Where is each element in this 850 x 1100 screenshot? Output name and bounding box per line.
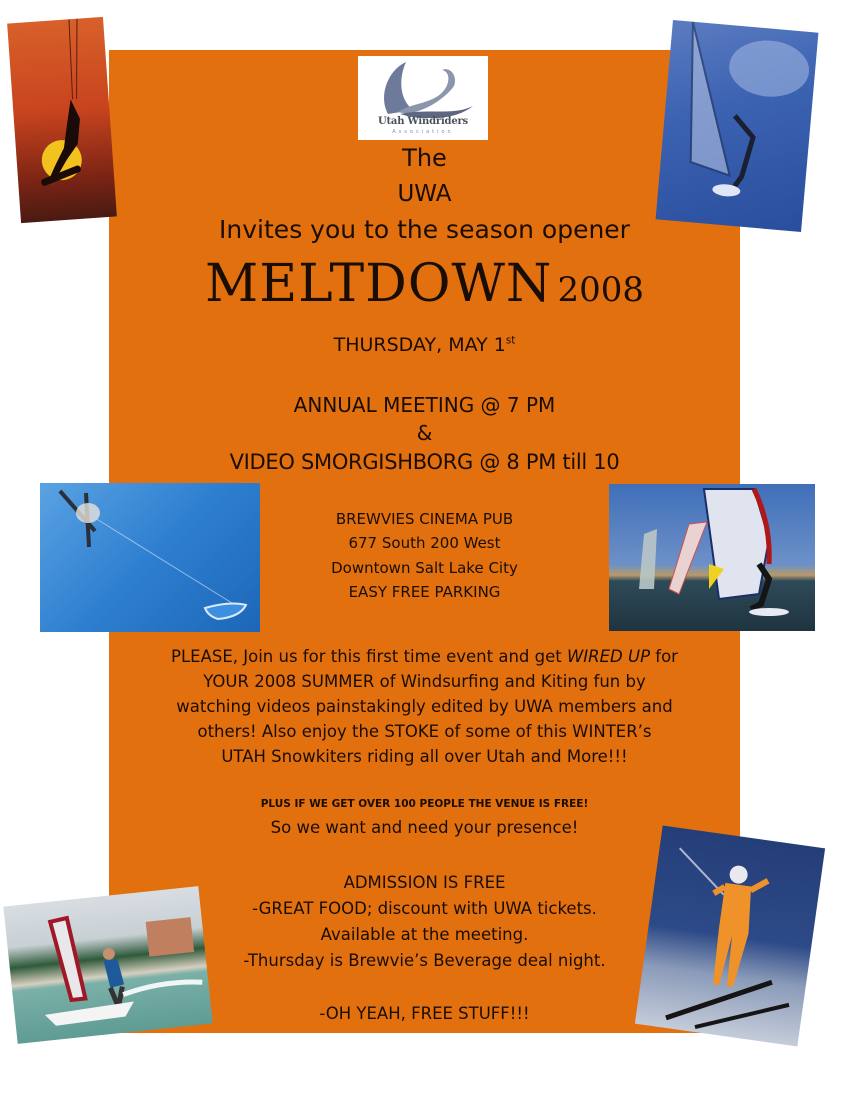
venue-city: Downtown Salt Lake City bbox=[331, 559, 518, 577]
venue-name: BREWVIES CINEMA PUB bbox=[335, 510, 514, 528]
photo-windsurfers-lake bbox=[609, 484, 815, 631]
event-title bbox=[109, 254, 740, 314]
event-date-suffix: st bbox=[505, 334, 516, 347]
event-date bbox=[109, 334, 740, 356]
body-line-5: UTAH Snowkiters riding all over Utah and More!!! bbox=[221, 747, 628, 766]
admission-free: ADMISSION IS FREE bbox=[343, 873, 506, 892]
utah-windriders-logo bbox=[358, 56, 488, 140]
photo-kite-sky bbox=[40, 483, 260, 632]
body-line-3: watching videos painstakingly edited by UWA members and bbox=[176, 697, 673, 716]
body-line-1 bbox=[109, 647, 740, 666]
event-year: 2008 bbox=[557, 270, 645, 310]
body-line-4: others! Also enjoy the STOKE of some of this WINTER’s bbox=[197, 722, 652, 741]
logo-name: Utah Windriders bbox=[377, 116, 468, 127]
header-org: UWA bbox=[397, 181, 452, 207]
schedule-ampersand: & bbox=[416, 421, 433, 445]
venue-parking: EASY FREE PARKING bbox=[348, 583, 501, 601]
header-the: The bbox=[402, 144, 447, 172]
admission-food: -GREAT FOOD; discount with UWA tickets. bbox=[252, 899, 597, 918]
promo-plus: PLUS IF WE GET OVER 100 PEOPLE THE VENUE IS FREE! bbox=[260, 798, 589, 810]
body-line-1-text: PLEASE, Join us for this first time event and get bbox=[171, 647, 567, 666]
event-date-text: THURSDAY, MAY 1 bbox=[333, 334, 506, 356]
admission-thursday: -Thursday is Brewvie’s Beverage deal night. bbox=[243, 951, 606, 970]
venue-address: 677 South 200 West bbox=[348, 534, 501, 552]
logo-subtitle: Association bbox=[392, 129, 454, 135]
photo-kiteboarder-sunset bbox=[7, 17, 117, 223]
promo-presence: So we want and need your presence! bbox=[270, 818, 579, 837]
schedule-meeting: ANNUAL MEETING @ 7 PM bbox=[293, 393, 556, 417]
admission-free-stuff: -OH YEAH, FREE STUFF!!! bbox=[319, 1004, 530, 1023]
body-line-1-end: for bbox=[650, 647, 678, 666]
photo-snowkiter bbox=[635, 826, 825, 1047]
wired-up-emphasis: WIRED UP bbox=[566, 647, 651, 666]
photo-windsurfer-beach bbox=[3, 886, 212, 1044]
header-invite: Invites you to the season opener bbox=[219, 215, 630, 244]
schedule-video: VIDEO SMORGISHBORG @ 8 PM till 10 bbox=[229, 450, 620, 474]
admission-available: Available at the meeting. bbox=[320, 925, 529, 944]
event-name: MELTDOWN bbox=[204, 254, 553, 314]
body-line-2: YOUR 2008 SUMMER of Windsurfing and Kiting fun by bbox=[203, 672, 646, 691]
